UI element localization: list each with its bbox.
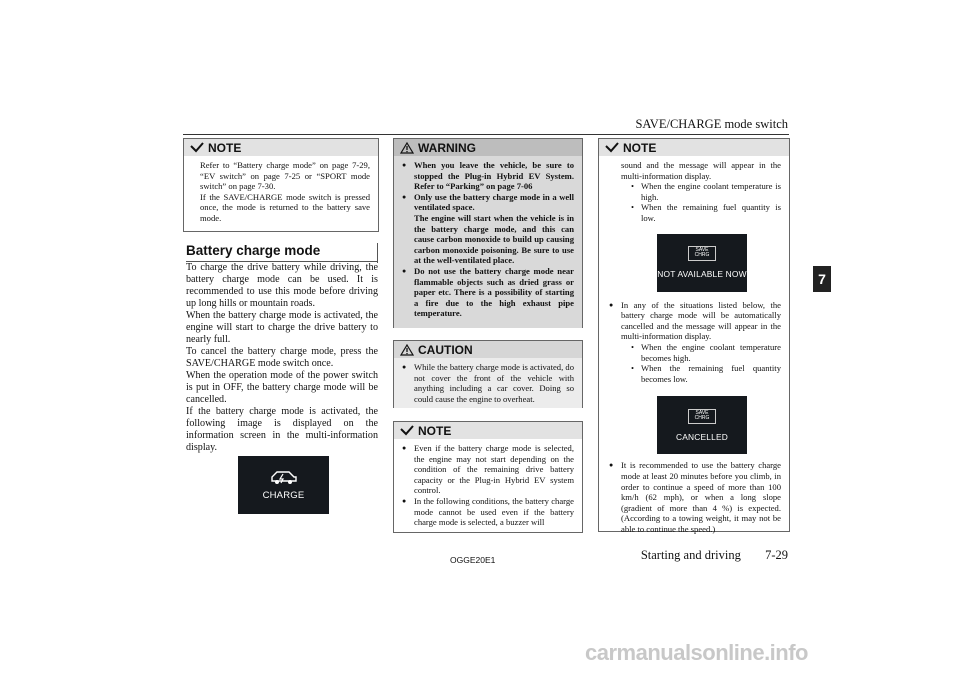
- page-footer: [620, 548, 788, 563]
- warning-box: [393, 138, 583, 328]
- running-header-title: SAVE/CHARGE mode switch: [635, 117, 788, 131]
- section-title: Battery charge mode: [186, 243, 378, 262]
- footer-section: Starting and driving: [640, 548, 741, 562]
- note-body: [184, 156, 378, 230]
- save-chrg-icon: SAVE CHRG: [688, 409, 716, 424]
- note-subitem: • When the remaining fuel quantity becomes low.: [631, 363, 781, 384]
- bullet-icon: ●: [402, 444, 407, 452]
- caution-header: [394, 341, 582, 358]
- warning-item: ● When you leave the vehicle, be sure to stopped the Plug-in Hybrid EV System. Refer to “Parking” on page 7-06: [402, 160, 574, 192]
- section-title-bar: [377, 243, 378, 263]
- note-line: If the SAVE/CHARGE mode switch is pressed once, the mode is returned to the battery save mode.: [200, 191, 370, 223]
- watermark: carmanualsonline.info: [585, 640, 808, 665]
- caution-item: ● While the battery charge mode is activated, do not cover the front of the vehicle with anything including a car cover. Doing so could cause the engine to overheat.: [402, 362, 574, 404]
- bullet-icon: ●: [402, 192, 407, 201]
- display-label: CANCELLED: [675, 431, 729, 442]
- note-icon: [190, 142, 204, 153]
- note-label: NOTE: [418, 423, 452, 438]
- note-item: ● In the following conditions, the battery charge mode cannot be used even if the battery charge mode is selected, a buzzer will: [402, 495, 574, 528]
- bullet-icon: ●: [402, 363, 407, 371]
- save-chrg-icon: SAVE CHRG: [688, 246, 716, 261]
- warning-label: WARNING: [418, 140, 476, 155]
- caution-triangle-icon: [400, 344, 414, 356]
- caution-label: CAUTION: [418, 342, 473, 357]
- body-paragraph: If the battery charge mode is activated, the following image is displayed on the information screen in the multi-information display.: [186, 406, 378, 453]
- note-header: [599, 139, 789, 156]
- note-body: [599, 156, 789, 540]
- note-box-middle: [393, 421, 583, 533]
- warning-item: ● Only use the battery charge mode in a well ventilated space. The engine will start when the vehicle is in the battery charge mode, and this can cause carbon monoxide to build up causing carbon monoxide poisoning. Be sure to use at the well-ventilated place.: [402, 191, 574, 266]
- bullet-icon: ●: [402, 266, 407, 275]
- cancelled-display-image: [657, 396, 747, 454]
- header-rule: [183, 134, 789, 135]
- note-box-left: [183, 138, 379, 232]
- document-code: OGGE20E1: [450, 555, 496, 565]
- note-item: ● It is recommended to use the battery charge mode at least 20 minutes before you climb, in order to continue a speed of more than 100 km/h (62 mph), or when a long slope (gradient of more than 4 %) is expected. (According to a towing weight, it may not be able to continue the speed.): [609, 460, 781, 534]
- note-header: [394, 422, 582, 439]
- bullet-icon: ●: [402, 161, 407, 169]
- charge-display-image: [238, 456, 329, 514]
- note-item: ● Even if the battery charge mode is selected, the engine may not start depending on the condition of the remaining drive battery capacity or the Plug-in Hybrid EV system control.: [402, 443, 574, 496]
- warning-triangle-icon: [400, 142, 414, 154]
- note-subitem: • When the remaining fuel quantity is low.: [631, 202, 781, 223]
- note-icon: [605, 142, 619, 153]
- note-header: [184, 139, 378, 156]
- bullet-icon: ●: [609, 300, 614, 309]
- note-line: Refer to “Battery charge mode” on page 7-29, “EV switch” on page 7-25 or “SPORT mode switch” on page 7-30.: [200, 160, 370, 192]
- bullet-icon: ●: [609, 461, 614, 470]
- bullet-icon: ●: [402, 496, 407, 505]
- note-subitem: • When the engine coolant temperature is high.: [631, 181, 781, 202]
- note-label: NOTE: [623, 140, 657, 155]
- car-battery-icon: [269, 469, 299, 487]
- not-available-display-image: [657, 234, 747, 292]
- warning-item: ● Do not use the battery charge mode near flammable objects such as dried grass or paper etc. There is a possibility of starting a fire due to the high exhaust pipe temperature.: [402, 265, 574, 319]
- note-continuation: sound and the message will appear in the multi-information display.: [621, 160, 781, 181]
- caution-body: [394, 358, 582, 408]
- page-number: 7-29: [765, 548, 788, 562]
- note-label: NOTE: [208, 140, 242, 155]
- warning-body: [394, 156, 582, 328]
- warning-header: [394, 139, 582, 156]
- chapter-tab[interactable]: 7: [813, 266, 831, 292]
- body-paragraph: When the operation mode of the power switch is put in OFF, the battery charge mode will be cancelled.: [186, 370, 378, 405]
- body-paragraph: To cancel the battery charge mode, press the SAVE/CHARGE mode switch once.: [186, 346, 378, 369]
- note-item: ● In any of the situations listed below, the battery charge mode will be automatically cancelled and the message will appear in the multi-information display.: [609, 299, 781, 342]
- section-body: [186, 262, 378, 454]
- display-label: NOT AVAILABLE NOW: [657, 268, 747, 279]
- note-subitem: • When the engine coolant temperature becomes high.: [631, 341, 781, 363]
- note-body: [394, 439, 582, 534]
- body-paragraph: When the battery charge mode is activated, the engine will start to charge the drive battery to nearly full.: [186, 310, 378, 345]
- note-icon: [400, 425, 414, 436]
- note-box-right: [598, 138, 790, 532]
- body-paragraph: To charge the drive battery while driving, the battery charge mode can be used. It is recommended to use this mode before driving up long hills or mountain roads.: [186, 262, 378, 309]
- display-label: CHARGE: [262, 490, 305, 501]
- caution-box: [393, 340, 583, 408]
